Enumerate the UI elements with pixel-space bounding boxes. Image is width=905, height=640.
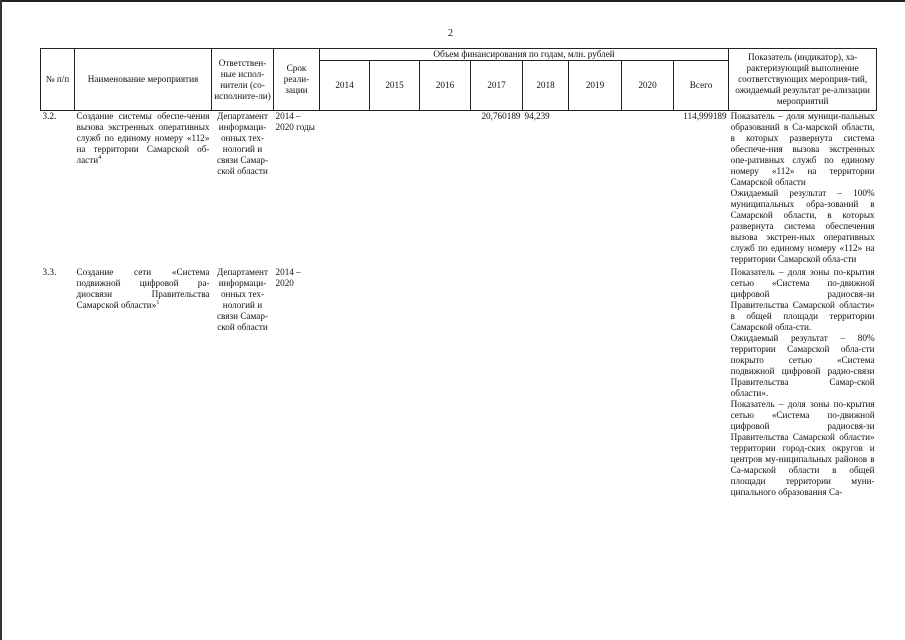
row-value-2018: [523, 265, 569, 498]
row-value-total: [674, 265, 729, 498]
page-left-edge: [0, 0, 2, 640]
row-value-2019: [569, 111, 622, 266]
header-year-2015: 2015: [370, 61, 420, 111]
header-responsible: Ответствен-ные испол-нители (со-исполните-ли): [212, 49, 274, 111]
row-value-2016: [420, 111, 471, 266]
header-year-2016: 2016: [420, 61, 471, 111]
table-row: [41, 265, 877, 498]
row-value-2018: 94,239: [524, 111, 550, 121]
indicator-paragraph: Показатель – доля зоны по-крытия сетью «Система по-движной цифровой радиосвя-зи Правительства Самарской области» территории город-ских округов и центров му-ниципальных районов в Са-марской области в общей площади территории муни-ципального образования Са-: [730, 399, 875, 497]
header-total: Всего: [674, 61, 729, 111]
row-value-2020: [622, 111, 674, 266]
row-value-2017: 20,760189: [481, 111, 521, 121]
row-value-2017: [471, 265, 523, 498]
page-number: 2: [448, 28, 453, 39]
row-indicator: [729, 265, 877, 498]
table-row: [41, 111, 877, 266]
row-value-2014: [320, 111, 370, 266]
indicator-paragraph: Ожидаемый результат – 80% территории Самарской обла-сти покрыто сетью «Система подвижной цифровой радио-связи Правительства Самар-ской области».: [730, 333, 875, 398]
header-indicator: Показатель (индикатор), ха-рактеризующий выполнение соответствующих мероприя-тий, ожидаемый результат ре-ализации мероприятий: [729, 49, 877, 111]
row-value-2015: [370, 265, 420, 498]
row-value-2016: [420, 265, 471, 498]
row-value-2019: [569, 265, 622, 498]
header-year-2018: 2018: [523, 61, 569, 111]
row-term: 2014 – 2020: [275, 267, 301, 288]
row-value-2020: [622, 265, 674, 498]
header-num: № п/п: [41, 49, 75, 111]
header-name: Наименование мероприятия: [75, 49, 212, 111]
header-term: Срок реали-зации: [274, 49, 320, 111]
row-term: 2014 – 2020 годы: [275, 111, 315, 132]
header-year-2017: 2017: [471, 61, 523, 111]
program-table: [40, 48, 877, 498]
header-year-2014: 2014: [320, 61, 370, 111]
page-top-edge: [0, 0, 905, 2]
row-name: Создание сети «Система подвижной цифровой ра-диосвязи Правительства Самарской области»$^1$: [76, 267, 210, 310]
row-num: 3.2.: [42, 111, 57, 121]
header-year-2020: 2020: [622, 61, 674, 111]
indicator-paragraph: Показатель – доля муници-пальных образований в Са-марской области, в которых развернута система обеспече-ния вызова экстренных опе-ративных служб по единому номеру «112» на территории Самарской области: [730, 111, 875, 187]
row-num: 3.3.: [42, 267, 57, 277]
indicator-paragraph: Ожидаемый результат – 100% муниципальных обра-зований в Самарской области, в которых развернута система обеспечения вызова экстрен-ных оперативных служб по единому номеру «112» на территории Самарской обла-сти: [730, 188, 875, 264]
header-year-2019: 2019: [569, 61, 622, 111]
row-value-2015: [370, 111, 420, 266]
header-row-1: [41, 49, 877, 61]
row-responsible: Департамент информаци-онных тех-нологий и связи Самар-ской области: [216, 267, 269, 332]
row-name: Создание системы обеспе-чения вызова экстренных оперативных служб по единому номеру «112» на территории Самарской об-ласти$^4$: [76, 111, 210, 165]
header-financing-group: Объем финансирования по годам, млн. рублей: [320, 49, 729, 61]
indicator-paragraph: Показатель – доля зоны по-крытия сетью «Система по-движной цифровой радиосвя-зи Правительства Самарской области» в общей площади территории Самарской обла-сти.: [730, 267, 875, 332]
row-value-total: 114,999189: [683, 111, 727, 121]
row-value-2014: [320, 265, 370, 498]
footnote-mark: 1: [156, 299, 160, 306]
row-indicator: [729, 111, 877, 266]
row-responsible: Департамент информаци-онных тех-нологий и связи Самар-ской области: [216, 111, 269, 176]
footnote-mark: 4: [98, 154, 102, 161]
